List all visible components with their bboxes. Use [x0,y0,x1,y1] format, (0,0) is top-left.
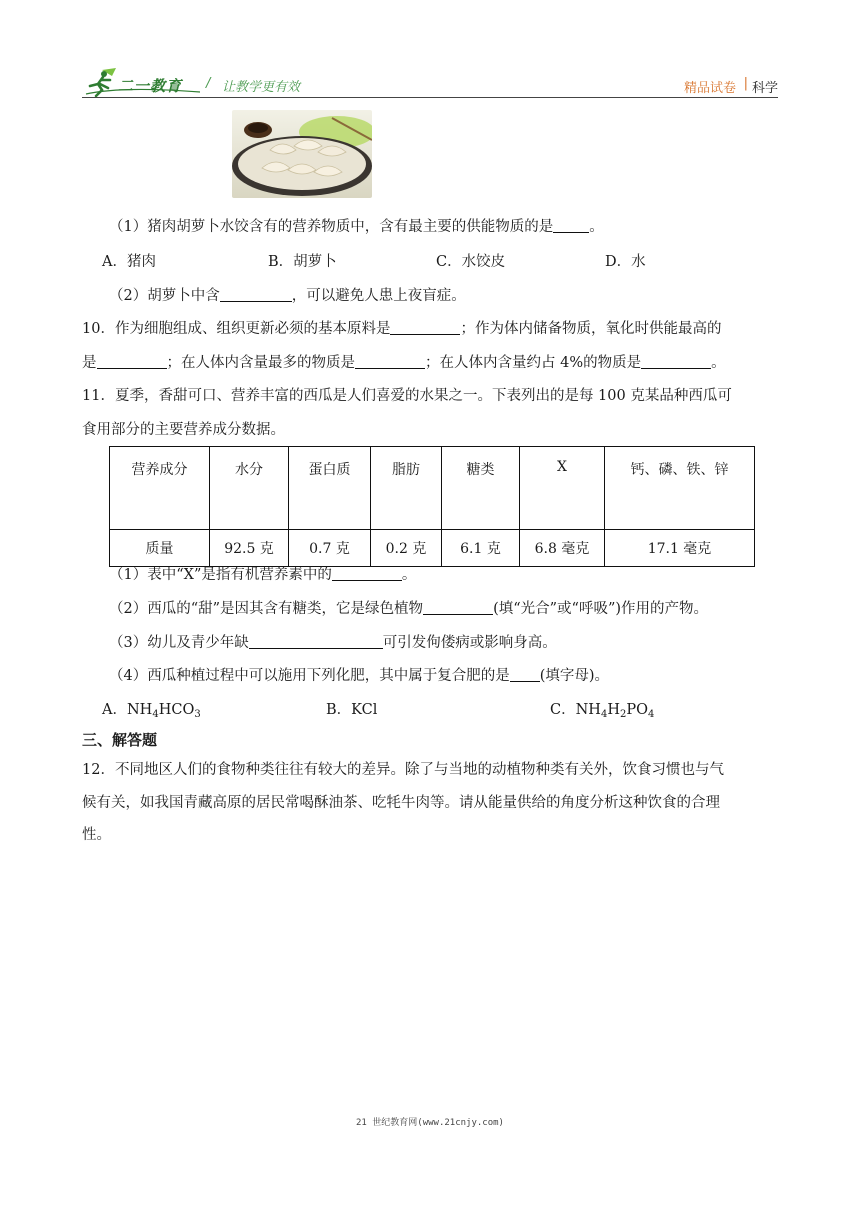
header-tag: 精品试卷 [683,81,736,96]
q11-sub1: （1）表中“X”是指有机营养素中的 。 [109,567,417,583]
answer-blank[interactable] [510,667,540,682]
answer-blank[interactable] [423,600,493,615]
section-heading: 三、解答题 [82,731,158,749]
answer-blank[interactable] [553,218,589,233]
table-header-cell: 蛋白质 [289,447,371,530]
table-row [110,530,755,567]
q12-line3: 性。 [82,827,111,843]
q9-option-c[interactable]: C．水饺皮 [436,254,506,270]
table-header-cell: X [520,447,605,530]
table-header-cell: 糖类 [442,447,520,530]
q9-sub1: （1）猪肉胡萝卜水饺含有的营养物质中，含有最主要的供能物质的是 。 [109,219,604,235]
table-cell: 0.2 克 [371,530,442,567]
q11-sub3: （3）幼儿及青少年缺 可引发佝偻病或影响身高。 [109,635,557,651]
answer-blank[interactable] [390,320,460,335]
table-cell: 17.1 毫克 [605,530,755,567]
answer-blank[interactable] [355,354,425,369]
header-slogan: 让教学更有效 [222,80,301,95]
q9-option-a[interactable]: A．猪肉 [102,254,156,270]
answer-blank[interactable] [249,634,383,649]
table-cell: 6.8 毫克 [520,530,605,567]
answer-blank[interactable] [332,566,402,581]
q11-intro-line1: 11．夏季，香甜可口、营养丰富的西瓜是人们喜爱的水果之一。下表列出的是每 100 克某品种西瓜可 [82,388,732,404]
table-header-cell: 营养成分 [110,447,210,530]
q11-sub4: （4）西瓜种植过程中可以施用下列化肥，其中属于复合肥的是 (填字母)。 [109,668,610,684]
q11-sub2: （2）西瓜的“甜”是因其含有糖类，它是绿色植物 (填“光合”或“呼吸”)作用的产物。 [109,601,709,617]
q11-option-b[interactable]: B．KCl [326,702,378,718]
q10-line1: 10．作为细胞组成、组织更新必须的基本原料是 ；作为体内储备物质，氧化时供能最高的 [82,321,722,337]
brand-name: 二一教育 [118,77,183,95]
table-header-cell: 脂肪 [371,447,442,530]
table-cell: 质量 [110,530,210,567]
table-cell: 6.1 克 [442,530,520,567]
header-slash: / [206,76,211,91]
answer-blank[interactable] [220,287,292,302]
table-cell: 0.7 克 [289,530,371,567]
header-subject: 科学 [751,81,778,96]
nutrition-table [109,446,755,567]
page-footer: 21 世纪教育网(www.21cnjy.com) [356,1118,504,1128]
header-separator: | [743,76,748,91]
q9-option-d[interactable]: D．水 [605,254,646,270]
table-cell: 92.5 克 [210,530,289,567]
answer-blank[interactable] [97,354,167,369]
q12-line1: 12．不同地区人们的食物种类往往有较大的差异。除了与当地的动植物种类有关外，饮食习惯也与气 [82,762,724,778]
header-rule [82,97,778,98]
dumplings-photo [232,110,372,198]
table-header-cell: 钙、磷、铁、锌 [605,447,755,530]
q9-sub2: （2）胡萝卜中含 ，可以避免人患上夜盲症。 [109,288,466,304]
table-header-row [110,447,755,530]
q11-intro-line2: 食用部分的主要营养成分数据。 [82,422,285,438]
page-header [82,66,778,98]
q10-line2: 是 ；在人体内含量最多的物质是 ；在人体内含量约占 4%的物质是 。 [82,355,726,371]
q11-option-c[interactable]: C．$NH_4H_2PO_4$ [550,702,655,720]
q12-line2: 候有关，如我国青藏高原的居民常喝酥油茶、吃牦牛肉等。请从能量供给的角度分析这种饮食的合理 [82,795,720,811]
table-header-cell: 水分 [210,447,289,530]
q9-option-b[interactable]: B．胡萝卜 [268,254,337,270]
q11-option-a[interactable]: A．$NH_4HCO_3$ [102,702,201,720]
answer-blank[interactable] [641,354,711,369]
